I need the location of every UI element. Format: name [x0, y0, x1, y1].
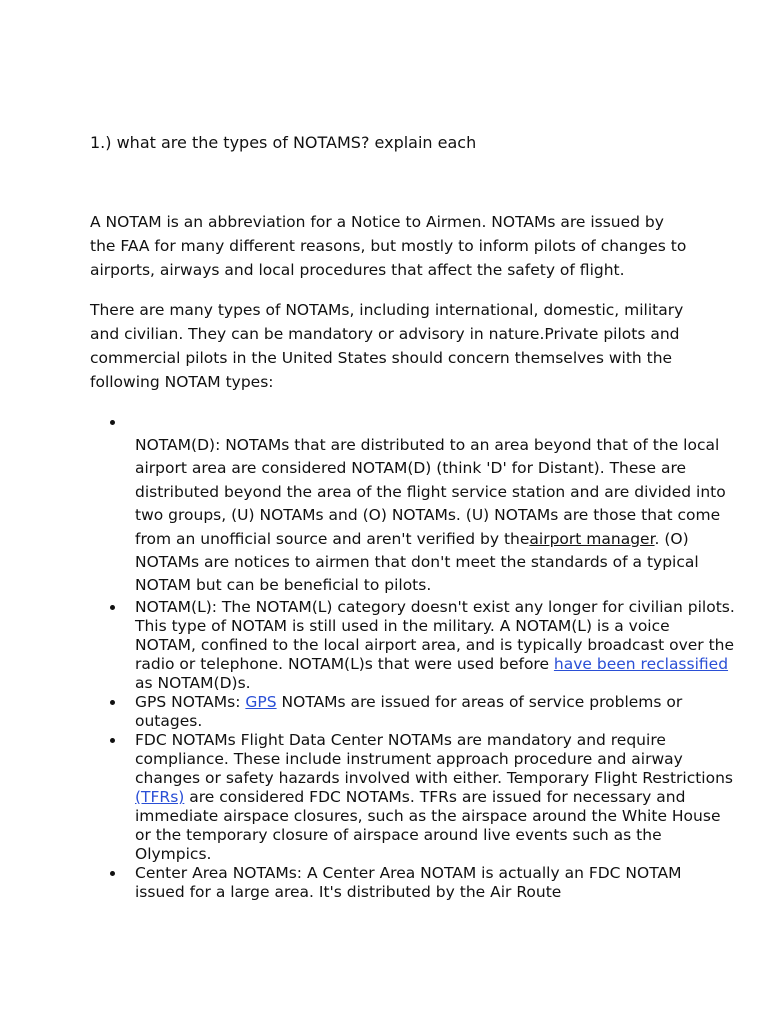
fdc-text-end: are considered FDC NOTAMs. TFRs are issued for necessary and immediate airspace closures, such as the airspace around the White House or the temporary closure of airspace around live events such as the Olympics. [135, 787, 721, 863]
list-item-fdc [135, 731, 735, 864]
fdc-text: FDC NOTAMs Flight Data Center NOTAMs are mandatory and require compliance. These include instrument approach procedure and airway changes or safety hazards involved with either. Temporary Flight Restrictions [135, 730, 733, 787]
notam-l-text: NOTAM(L): The NOTAM(L) category doesn't exist any longer for civilian pilots. This type of NOTAM is still used in the military. A NOTAM(L) is a voice NOTAM, confined to the local airport area, and is typically broadcast over the radio or telephone. NOTAM(L)s that were used before [135, 597, 735, 673]
airport-manager-link[interactable]: airport manager [529, 529, 655, 548]
notam-l-text-end: as NOTAM(D)s. [135, 673, 251, 692]
question-heading: 1.) what are the types of NOTAMS? explain each [90, 133, 477, 152]
gps-link[interactable]: GPS [245, 692, 277, 711]
list-item-notam-d [135, 410, 735, 598]
intro-paragraph: A NOTAM is an abbreviation for a Notice to Airmen. NOTAMs are issued by the FAA for many different reasons, but mostly to inform pilots of changes to airports, airways and local procedures that affect the safety of flight. [90, 213, 687, 279]
notam-types-list [90, 410, 735, 902]
list-item-center-area [135, 864, 735, 902]
notam-d-text: NOTAM(D): NOTAMs that are distributed to an area beyond that of the local airport area are considered NOTAM(D) (think 'D' for Distant). These are distributed beyond the area of the flight service station and are divided into two groups, (U) NOTAMs and (O) NOTAMs. (U) NOTAMs are those that come from an unofficial source and aren't verified by the [135, 436, 726, 548]
center-area-text: Center Area NOTAMs: A Center Area NOTAM is actually an FDC NOTAM issued for a large area. It's distributed by the Air Route [135, 863, 682, 901]
gps-text: GPS NOTAMs: [135, 692, 246, 711]
gps-text-end: NOTAMs are issued for areas of service problems or outages. [135, 692, 683, 730]
notam-d-text-end: . (O) NOTAMs are notices to airmen that don't meet the standards of a typical NOTAM but can be beneficial to pilots. [135, 529, 699, 595]
reclassified-link[interactable]: have been reclassified [553, 654, 729, 673]
list-item-gps [135, 693, 735, 731]
tfrs-link[interactable]: (TFRs) [135, 787, 185, 806]
list-item-notam-l [135, 598, 735, 693]
types-paragraph: There are many types of NOTAMs, including international, domestic, military and civilian. They can be mandatory or advisory in nature.Private pilots and commercial pilots in the United States should concern themselves with the following NOTAM types: [90, 301, 684, 391]
